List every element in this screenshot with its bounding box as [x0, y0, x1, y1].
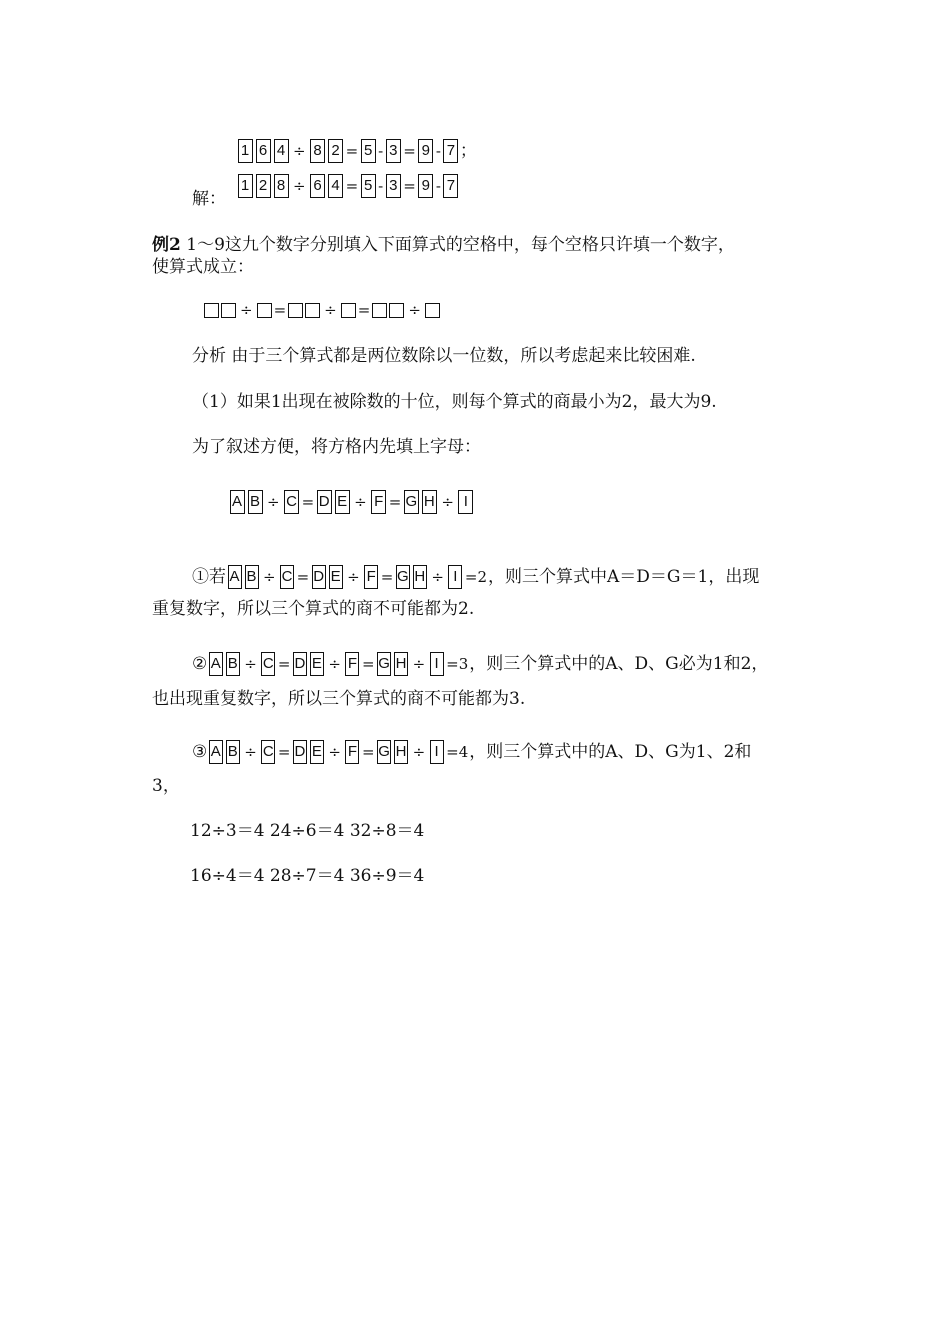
blank-square	[425, 303, 440, 318]
digit-box: 7	[443, 174, 458, 198]
letter-box: D	[293, 740, 307, 764]
digit-box: 1	[238, 139, 253, 163]
result: =4	[446, 743, 469, 761]
letter-box: A	[209, 652, 223, 676]
operator: ÷	[354, 493, 367, 511]
item3-line1	[192, 738, 751, 766]
operator: ÷	[324, 301, 337, 319]
item2-prefix: ②	[192, 654, 208, 674]
letter-box: H	[422, 490, 437, 514]
letter-box: F	[345, 652, 359, 676]
letter-box: A	[209, 740, 223, 764]
blank-square	[221, 303, 236, 318]
analysis-text: 分析 由于三个算式都是两位数除以一位数，所以考虑起来比较困难.	[192, 346, 696, 366]
operator: =	[277, 743, 291, 761]
blank-equation	[203, 296, 441, 324]
operator: =	[403, 177, 416, 195]
operator: ÷	[263, 568, 276, 586]
operator: ÷	[244, 655, 257, 673]
operator: ÷	[347, 568, 360, 586]
letter-box: G	[377, 740, 391, 764]
letter-box: B	[226, 652, 240, 676]
operator: =	[361, 743, 375, 761]
letter-box: H	[413, 565, 427, 589]
item1-text: ，则三个算式中A＝D＝G＝1，出现	[488, 567, 760, 587]
letter-box: C	[280, 565, 294, 589]
operator: ÷	[293, 177, 306, 195]
letter-box: I	[430, 652, 444, 676]
result: =3	[446, 655, 469, 673]
letter-box: I	[430, 740, 444, 764]
digit-box: 6	[310, 174, 325, 198]
letter-equation	[228, 488, 475, 516]
example2-label: 例2	[152, 235, 181, 255]
letter-box: G	[377, 652, 391, 676]
digit-box: 5	[361, 139, 376, 163]
operator: ÷	[431, 568, 444, 586]
operator: ÷	[267, 493, 280, 511]
letter-box: G	[404, 490, 419, 514]
operator: =	[296, 568, 310, 586]
operator: =	[357, 301, 371, 319]
convenience-text: 为了叙述方便，将方格内先填上字母：	[192, 437, 481, 457]
blank-square	[257, 303, 272, 318]
letter-box: F	[371, 490, 386, 514]
digit-box: 3	[386, 174, 401, 198]
operator: =	[273, 301, 287, 319]
item2-line2: 也出现重复数字，所以三个算式的商不可能都为3.	[152, 689, 526, 709]
item3-prefix: ③	[192, 742, 208, 762]
operator: ÷	[293, 142, 306, 160]
letter-box: H	[394, 740, 408, 764]
letter-box: D	[312, 565, 326, 589]
solution-label: 解：	[192, 189, 226, 209]
operator: ÷	[328, 743, 341, 761]
blank-square	[305, 303, 320, 318]
operator: =	[345, 177, 359, 195]
operator: ÷	[408, 301, 421, 319]
operator: -	[435, 177, 441, 195]
digit-box: 9	[418, 139, 433, 163]
item1-line2: 重复数字，所以三个算式的商不可能都为2.	[152, 599, 475, 619]
letter-box: D	[317, 490, 332, 514]
solution-equation-1	[236, 137, 477, 165]
result: =2	[464, 568, 488, 586]
digit-box: 6	[256, 139, 271, 163]
blank-square	[204, 303, 219, 318]
case1-text: （1）如果1出现在被除数的十位，则每个算式的商最小为2，最大为9.	[192, 392, 717, 412]
operator: =	[345, 142, 359, 160]
digit-box: 4	[328, 174, 343, 198]
letter-box: B	[245, 565, 259, 589]
letter-box: D	[293, 652, 307, 676]
results-line2: 16÷4＝4 28÷7＝4 36÷9＝4	[190, 866, 425, 886]
operator: ÷	[412, 743, 426, 761]
digit-box: 7	[443, 139, 458, 163]
letter-box: E	[329, 565, 343, 589]
item3-line2: 3，	[152, 776, 180, 796]
operator: =	[388, 493, 402, 511]
letter-box: A	[230, 490, 245, 514]
operator: =	[277, 655, 291, 673]
blank-square	[372, 303, 387, 318]
digit-box: 4	[274, 139, 289, 163]
operator: ÷	[441, 493, 454, 511]
blank-square	[341, 303, 356, 318]
semicolon: ；	[459, 141, 477, 161]
operator: -	[378, 177, 384, 195]
digit-box: 8	[274, 174, 289, 198]
letter-box: A	[228, 565, 242, 589]
letter-box: B	[248, 490, 263, 514]
blank-square	[389, 303, 404, 318]
operator: ÷	[244, 743, 257, 761]
digit-box: 2	[328, 139, 343, 163]
digit-box: 3	[386, 139, 401, 163]
operator: =	[380, 568, 394, 586]
operator: -	[435, 142, 441, 160]
letter-box: E	[335, 490, 350, 514]
letter-box: E	[310, 740, 324, 764]
letter-box: C	[261, 740, 275, 764]
letter-box: H	[394, 652, 408, 676]
digit-box: 1	[238, 174, 253, 198]
letter-box: F	[345, 740, 359, 764]
letter-box: I	[448, 565, 462, 589]
operator: =	[403, 142, 416, 160]
letter-box: F	[364, 565, 378, 589]
digit-box: 9	[418, 174, 433, 198]
letter-box: C	[284, 490, 299, 514]
blank-square	[288, 303, 303, 318]
letter-box: C	[261, 652, 275, 676]
operator: ÷	[240, 301, 253, 319]
item1-prefix: ①若	[192, 567, 226, 587]
example2-line1	[152, 234, 735, 256]
digit-box: 2	[256, 174, 271, 198]
digit-box: 8	[310, 139, 325, 163]
letter-box: I	[458, 490, 473, 514]
item3-text: ，则三个算式中的A、D、G为1、2和	[469, 742, 752, 762]
operator: =	[361, 655, 375, 673]
letter-box: G	[396, 565, 410, 589]
item2-text: ，则三个算式中的A、D、G必为1和2，	[469, 654, 769, 674]
letter-box: E	[310, 652, 324, 676]
item1-line1	[192, 563, 759, 591]
item2-line1	[192, 650, 768, 678]
operator: ÷	[412, 655, 426, 673]
example2-line2: 使算式成立：	[152, 257, 254, 277]
results-line1: 12÷3＝4 24÷6＝4 32÷8＝4	[190, 821, 425, 841]
solution-equation-2	[236, 172, 460, 200]
letter-box: B	[226, 740, 240, 764]
digit-box: 5	[361, 174, 376, 198]
operator: =	[301, 493, 315, 511]
operator: -	[378, 142, 384, 160]
operator: ÷	[328, 655, 341, 673]
example2-text: 1～9这九个数字分别填入下面算式的空格中，每个空格只许填一个数字，	[180, 235, 735, 255]
